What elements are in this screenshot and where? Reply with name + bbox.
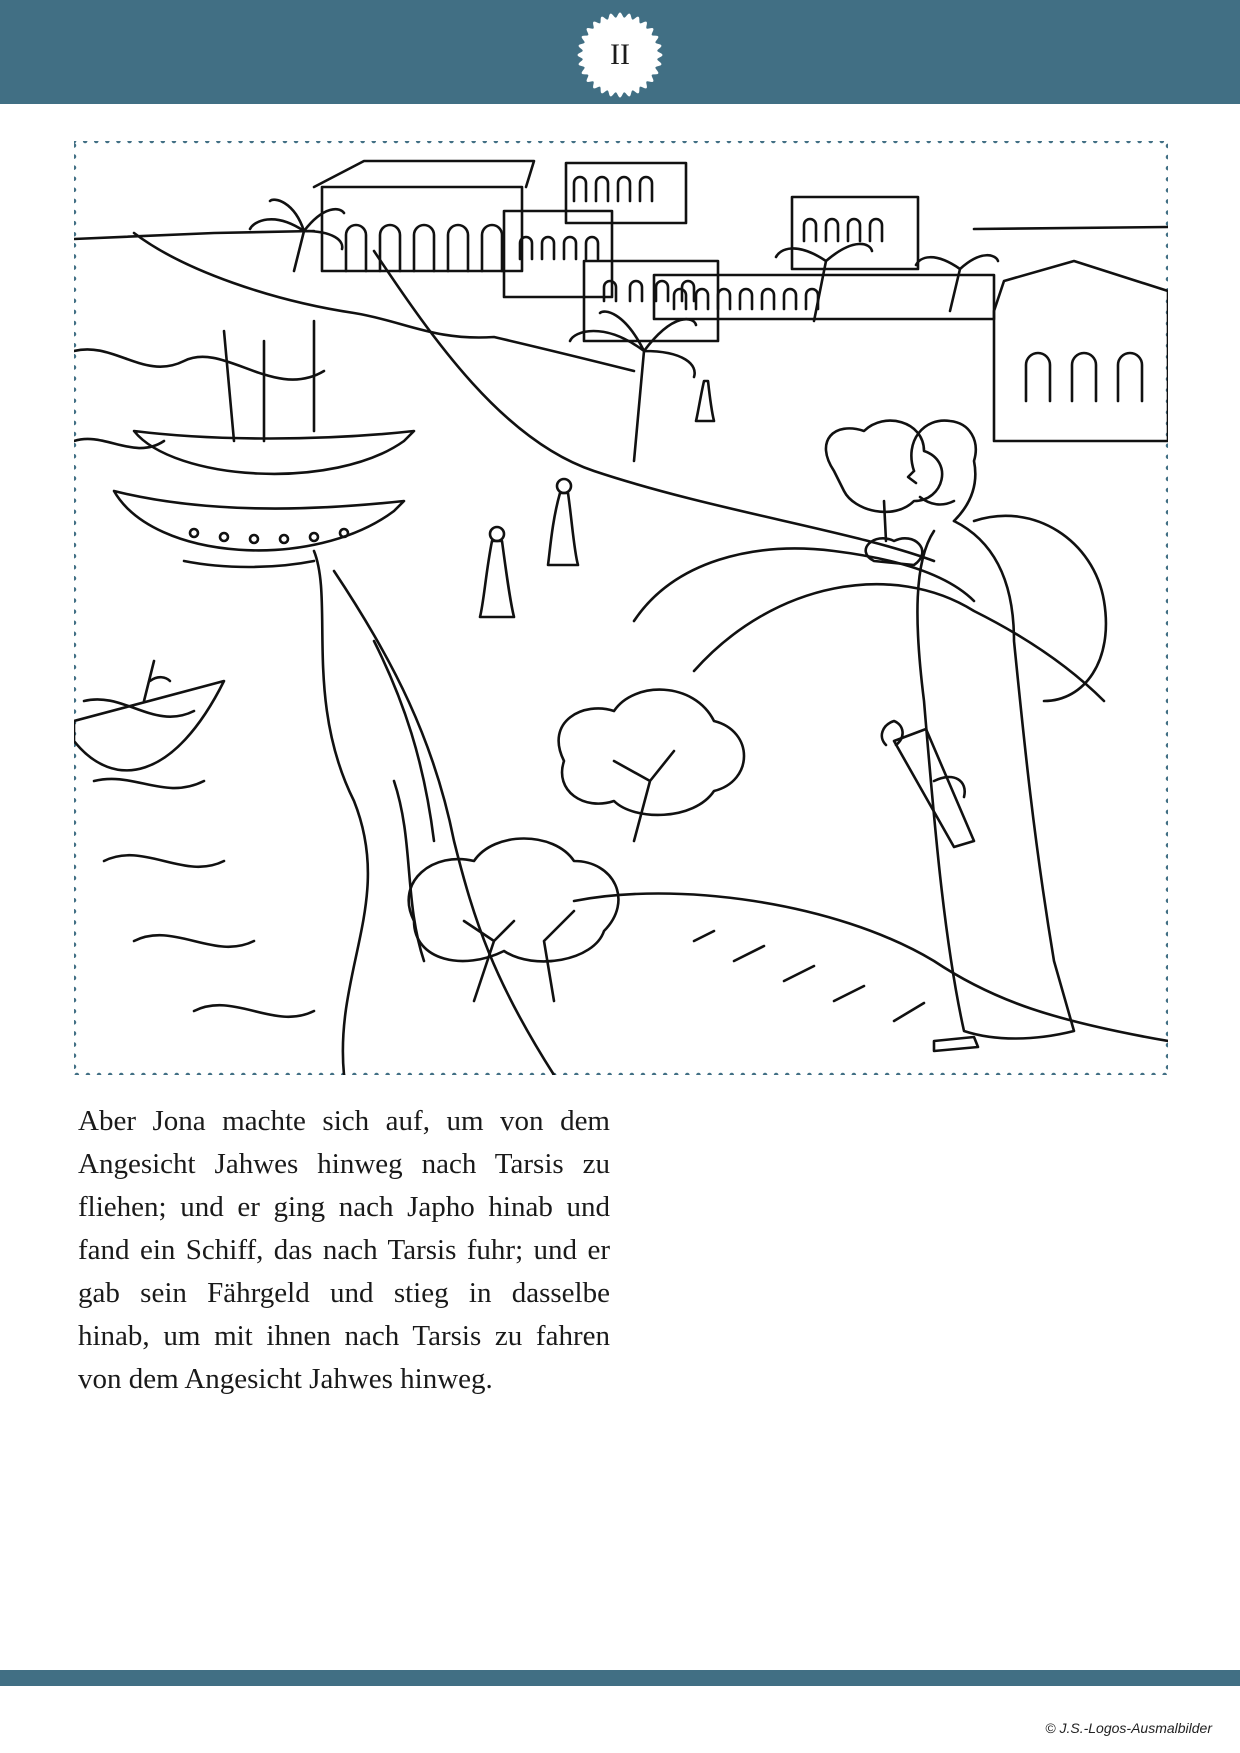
horizon-line bbox=[74, 227, 1168, 239]
cliff-and-path bbox=[314, 251, 934, 1075]
shore-line bbox=[134, 233, 634, 371]
footer-band bbox=[0, 1670, 1240, 1686]
city-buildings bbox=[314, 161, 1168, 441]
ships bbox=[74, 321, 414, 770]
body-text: Aber Jona machte sich auf, um von dem Angesicht Jahwes hinweg nach Tarsis zu fliehen; und er ging nach Japho hinab und fand ein Schiff, das nach Tarsis fuhr; und er gab sein Fährgeld und stieg in dasselbe hinab, um mit ihnen nach Tarsis zu fahren von dem Angesicht Jahwes hinweg. bbox=[78, 1105, 610, 1395]
sea-waves bbox=[74, 349, 324, 1016]
jonah-figure bbox=[882, 421, 1106, 1051]
hills-and-bushes bbox=[409, 421, 1168, 1041]
copyright-text: © J.S.-Logos-Ausmalbilder bbox=[1045, 1720, 1212, 1736]
page-number-badge bbox=[577, 12, 663, 98]
coloring-illustration bbox=[74, 141, 1168, 1075]
page-number: II bbox=[610, 38, 630, 71]
walking-figures bbox=[480, 381, 714, 617]
